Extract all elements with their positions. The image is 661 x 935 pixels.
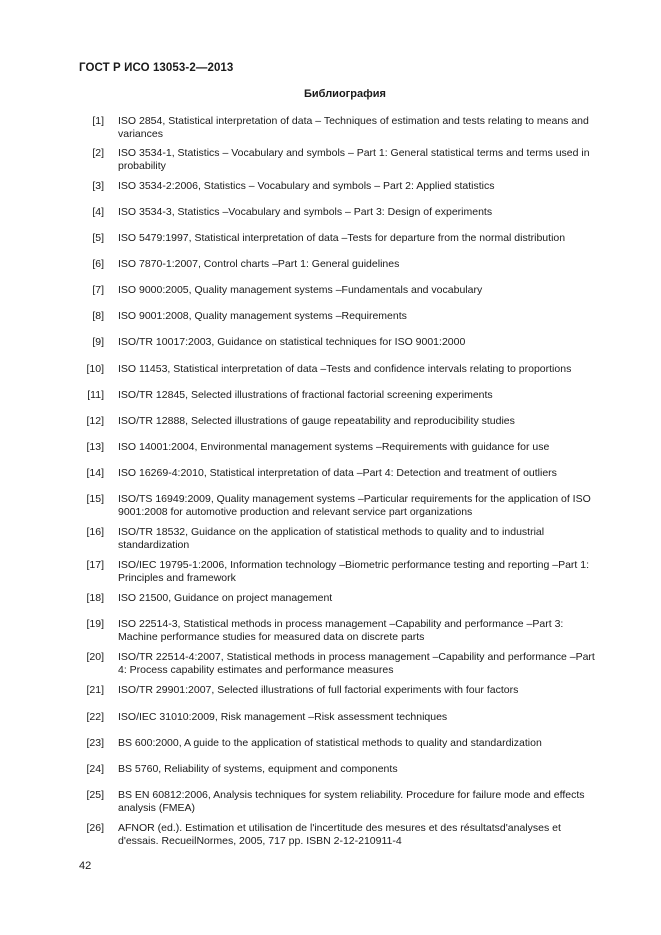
reference-number: [1] [92, 115, 104, 127]
reference-number: [2] [92, 147, 104, 159]
reference-number: [7] [92, 284, 104, 296]
bibliography-title: Библиография [304, 88, 386, 100]
reference-number: [23] [86, 737, 104, 749]
document-code: ГОСТ Р ИСО 13053-2—2013 [79, 62, 234, 74]
reference-text: ISO 9001:2008, Quality management systems –Requirements [118, 310, 407, 322]
reference-number: [11] [87, 389, 104, 401]
reference-text: ISO/TR 12845, Selected illustrations of fractional factorial screening experiments [118, 389, 493, 401]
reference-text: BS 600:2000, A guide to the application of statistical methods to quality and standardization [118, 737, 542, 749]
reference-number: [25] [86, 789, 104, 801]
reference-number: [21] [86, 684, 104, 696]
page-number: 42 [79, 860, 92, 872]
reference-text: ISO 9000:2005, Quality management systems –Fundamentals and vocabulary [118, 284, 483, 296]
reference-text: BS 5760, Reliability of systems, equipment and components [118, 763, 398, 775]
reference-text: ISO 3534-1, Statistics – Vocabulary and symbols – Part 1: General statistical terms and terms used in probability [118, 147, 590, 172]
reference-number: [24] [86, 763, 104, 775]
reference-text: ISO 22514-3, Statistical methods in process management –Capability and performance –Part 3: Machine performance studies for measured data on discrete parts [118, 618, 564, 643]
reference-text: ISO/TR 29901:2007, Selected illustrations of full factorial experiments with four factors [118, 684, 519, 696]
reference-number: [12] [86, 415, 104, 427]
reference-number: [20] [86, 651, 104, 663]
reference-number: [6] [92, 258, 104, 270]
reference-text: BS EN 60812:2006, Analysis techniques for system reliability. Procedure for failure mode and effects analysis (FMEA) [118, 789, 585, 814]
reference-number: [15] [86, 493, 104, 505]
reference-text: ISO/IEC 19795-1:2006, Information technology –Biometric performance testing and reporting –Part 1: Principles and framework [118, 559, 590, 584]
reference-number: [10] [86, 363, 104, 375]
reference-text: ISO/TR 18532, Guidance on the application of statistical methods to quality and to industrial standardization [118, 526, 545, 551]
reference-text: ISO 11453, Statistical interpretation of data –Tests and confidence intervals relating to proportions [118, 363, 572, 375]
reference-number: [22] [86, 711, 104, 723]
reference-text: ISO/IEC 31010:2009, Risk management –Risk assessment techniques [118, 711, 448, 723]
reference-text: ISO 21500, Guidance on project management [118, 592, 333, 604]
reference-number: [17] [86, 559, 104, 571]
reference-number: [14] [86, 467, 104, 479]
reference-text: ISO 7870-1:2007, Control charts –Part 1: General guidelines [118, 258, 400, 270]
reference-text: ISO 2854, Statistical interpretation of data – Techniques of estimation and tests relating to means and variances [118, 115, 589, 140]
reference-number: [9] [92, 336, 104, 348]
reference-number: [4] [92, 206, 104, 218]
reference-text: ISO/TR 10017:2003, Guidance on statistical techniques for ISO 9001:2000 [118, 336, 466, 348]
reference-number: [5] [92, 232, 104, 244]
reference-text: ISO 3534-3, Statistics –Vocabulary and symbols – Part 3: Design of experiments [118, 206, 493, 218]
reference-number: [26] [86, 822, 104, 834]
reference-text: ISO/TS 16949:2009, Quality management systems –Particular requirements for the application of ISO 9001:2008 for automotive production and relevant service part organizations [118, 493, 591, 518]
reference-text: ISO 5479:1997, Statistical interpretation of data –Tests for departure from the normal distribution [118, 232, 566, 244]
reference-text: ISO 16269-4:2010, Statistical interpretation of data –Part 4: Detection and treatment of outliers [118, 467, 557, 479]
reference-text: ISO 14001:2004, Environmental management systems –Requirements with guidance for use [118, 441, 550, 453]
reference-number: [19] [86, 618, 104, 630]
reference-text: AFNOR (ed.). Estimation et utilisation de l'incertitude des mesures et des résultatsd'analyses et d'essais. RecueilNormes, 2005, 717 pp. ISBN 2-12-210911-4 [118, 822, 561, 847]
reference-number: [18] [86, 592, 104, 604]
reference-text: ISO/TR 12888, Selected illustrations of gauge repeatability and reproducibility studies [118, 415, 515, 427]
reference-text: ISO 3534-2:2006, Statistics – Vocabulary and symbols – Part 2: Applied statistics [118, 180, 495, 192]
reference-number: [13] [86, 441, 104, 453]
reference-text: ISO/TR 22514-4:2007, Statistical methods in process management –Capability and performance –Part 4: Process capability estimates and performance measures [118, 651, 595, 676]
reference-number: [8] [92, 310, 104, 322]
reference-number: [3] [92, 180, 104, 192]
reference-number: [16] [86, 526, 104, 538]
